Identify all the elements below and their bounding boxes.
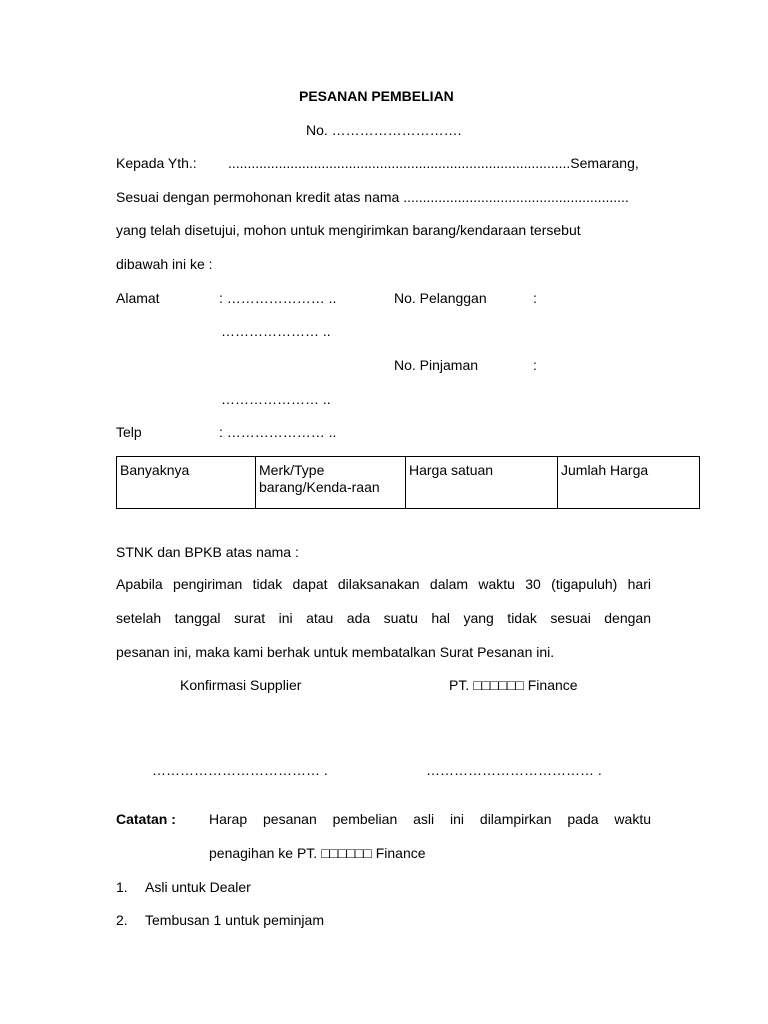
list-item-number: 2. bbox=[116, 912, 128, 928]
document-title: PESANAN PEMBELIAN bbox=[299, 88, 454, 104]
alamat-value: : ………………… .. bbox=[219, 290, 337, 306]
table-header-cell: Banyaknya bbox=[117, 457, 256, 509]
telp-value: : ………………… .. bbox=[219, 424, 337, 440]
catatan-line-2: penagihan ke PT. □□□□□□ Finance bbox=[209, 845, 426, 861]
recipient-label: Kepada Yth.: bbox=[116, 155, 197, 171]
document-number: No. ………………………. bbox=[306, 122, 462, 138]
pelanggan-colon: : bbox=[533, 290, 537, 306]
paragraph-line-1: Apabila pengiriman tidak dapat dilaksanakan dalam waktu 30 (tigapuluh) hari bbox=[116, 576, 651, 592]
table-header-row bbox=[117, 457, 700, 509]
pinjaman-colon: : bbox=[533, 357, 537, 373]
intro-line-2: yang telah disetujui, mohon untuk mengirimkan barang/kendaraan tersebut bbox=[116, 222, 581, 238]
list-item-text: Tembusan 1 untuk peminjam bbox=[145, 912, 324, 928]
catatan-line-1: Harap pesanan pembelian asli ini dilampirkan pada waktu bbox=[209, 811, 651, 827]
list-item-text: Asli untuk Dealer bbox=[145, 879, 251, 895]
recipient-line: ........................................................................................Semarang, bbox=[228, 155, 639, 171]
items-table bbox=[116, 456, 700, 509]
table-header-cell: Harga satuan bbox=[406, 457, 558, 509]
catatan-label: Catatan : bbox=[116, 811, 176, 827]
paragraph-line-2: setelah tanggal surat ini atau ada suatu hal yang tidak sesuai dengan bbox=[116, 610, 651, 626]
alamat-value-2: ………………… .. bbox=[221, 323, 331, 339]
signature-line-right: ……………………………… . bbox=[426, 762, 602, 778]
pelanggan-label: No. Pelanggan bbox=[394, 290, 487, 306]
stnk-line: STNK dan BPKB atas nama : bbox=[116, 544, 299, 560]
intro-line-1: Sesuai dengan permohonan kredit atas nama .......................................................... bbox=[116, 189, 629, 205]
intro-line-3: dibawah ini ke : bbox=[116, 256, 213, 272]
paragraph-line-3: pesanan ini, maka kami berhak untuk membatalkan Surat Pesanan ini. bbox=[116, 644, 555, 660]
alamat-label: Alamat bbox=[116, 290, 160, 306]
table-header-cell: Jumlah Harga bbox=[558, 457, 700, 509]
table-header-cell: Merk/Type barang/Kenda-raan bbox=[256, 457, 406, 509]
pinjaman-label: No. Pinjaman bbox=[394, 357, 479, 373]
signature-line-left: ……………………………… . bbox=[152, 762, 328, 778]
telp-label: Telp bbox=[116, 424, 142, 440]
list-item-number: 1. bbox=[116, 879, 128, 895]
pinjaman-value: ………………… .. bbox=[221, 391, 331, 407]
konfirmasi-label: Konfirmasi Supplier bbox=[180, 677, 302, 693]
finance-label: PT. □□□□□□ Finance bbox=[449, 677, 578, 693]
